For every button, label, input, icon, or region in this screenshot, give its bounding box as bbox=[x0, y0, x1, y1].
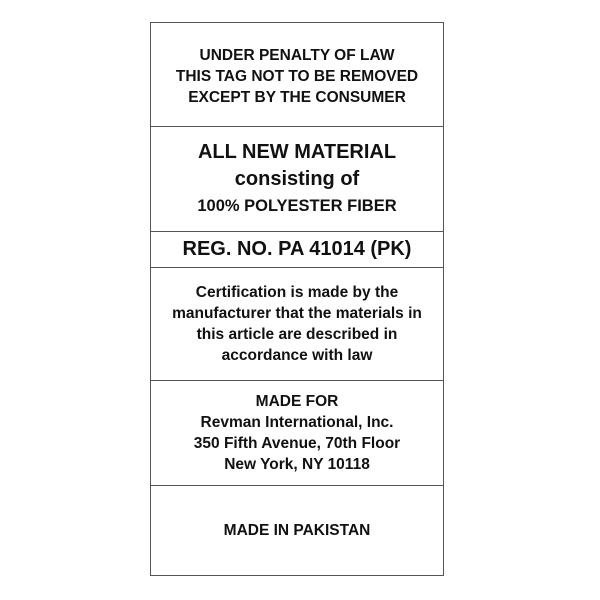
registration-section bbox=[151, 232, 443, 268]
warning-line-3: EXCEPT BY THE CONSUMER bbox=[188, 89, 406, 106]
certification-line-1: Certification is made by the bbox=[195, 284, 399, 301]
origin-section bbox=[151, 486, 443, 575]
made-for-section bbox=[151, 381, 443, 486]
certification-section bbox=[151, 268, 443, 381]
material-heading: ALL NEW MATERIAL bbox=[197, 140, 397, 163]
company-name: Revman International, Inc. bbox=[200, 414, 394, 431]
address-line-1: 350 Fifth Avenue, 70th Floor bbox=[193, 435, 401, 452]
material-content: 100% POLYESTER FIBER bbox=[197, 196, 397, 215]
country-of-origin: MADE IN PAKISTAN bbox=[223, 521, 371, 539]
material-subheading: consisting of bbox=[234, 167, 360, 190]
certification-line-3: this article are described in bbox=[196, 326, 398, 343]
registration-number: REG. NO. PA 41014 (PK) bbox=[182, 238, 412, 260]
warning-section bbox=[151, 23, 443, 127]
material-section bbox=[151, 127, 443, 232]
warning-line-2: THIS TAG NOT TO BE REMOVED bbox=[175, 68, 419, 85]
law-tag bbox=[150, 22, 444, 576]
warning-line-1: UNDER PENALTY OF LAW bbox=[199, 47, 395, 64]
address-line-2: New York, NY 10118 bbox=[224, 456, 370, 473]
certification-line-2: manufacturer that the materials in bbox=[172, 305, 422, 322]
made-for-heading: MADE FOR bbox=[255, 393, 339, 410]
certification-line-4: accordance with law bbox=[221, 347, 373, 364]
